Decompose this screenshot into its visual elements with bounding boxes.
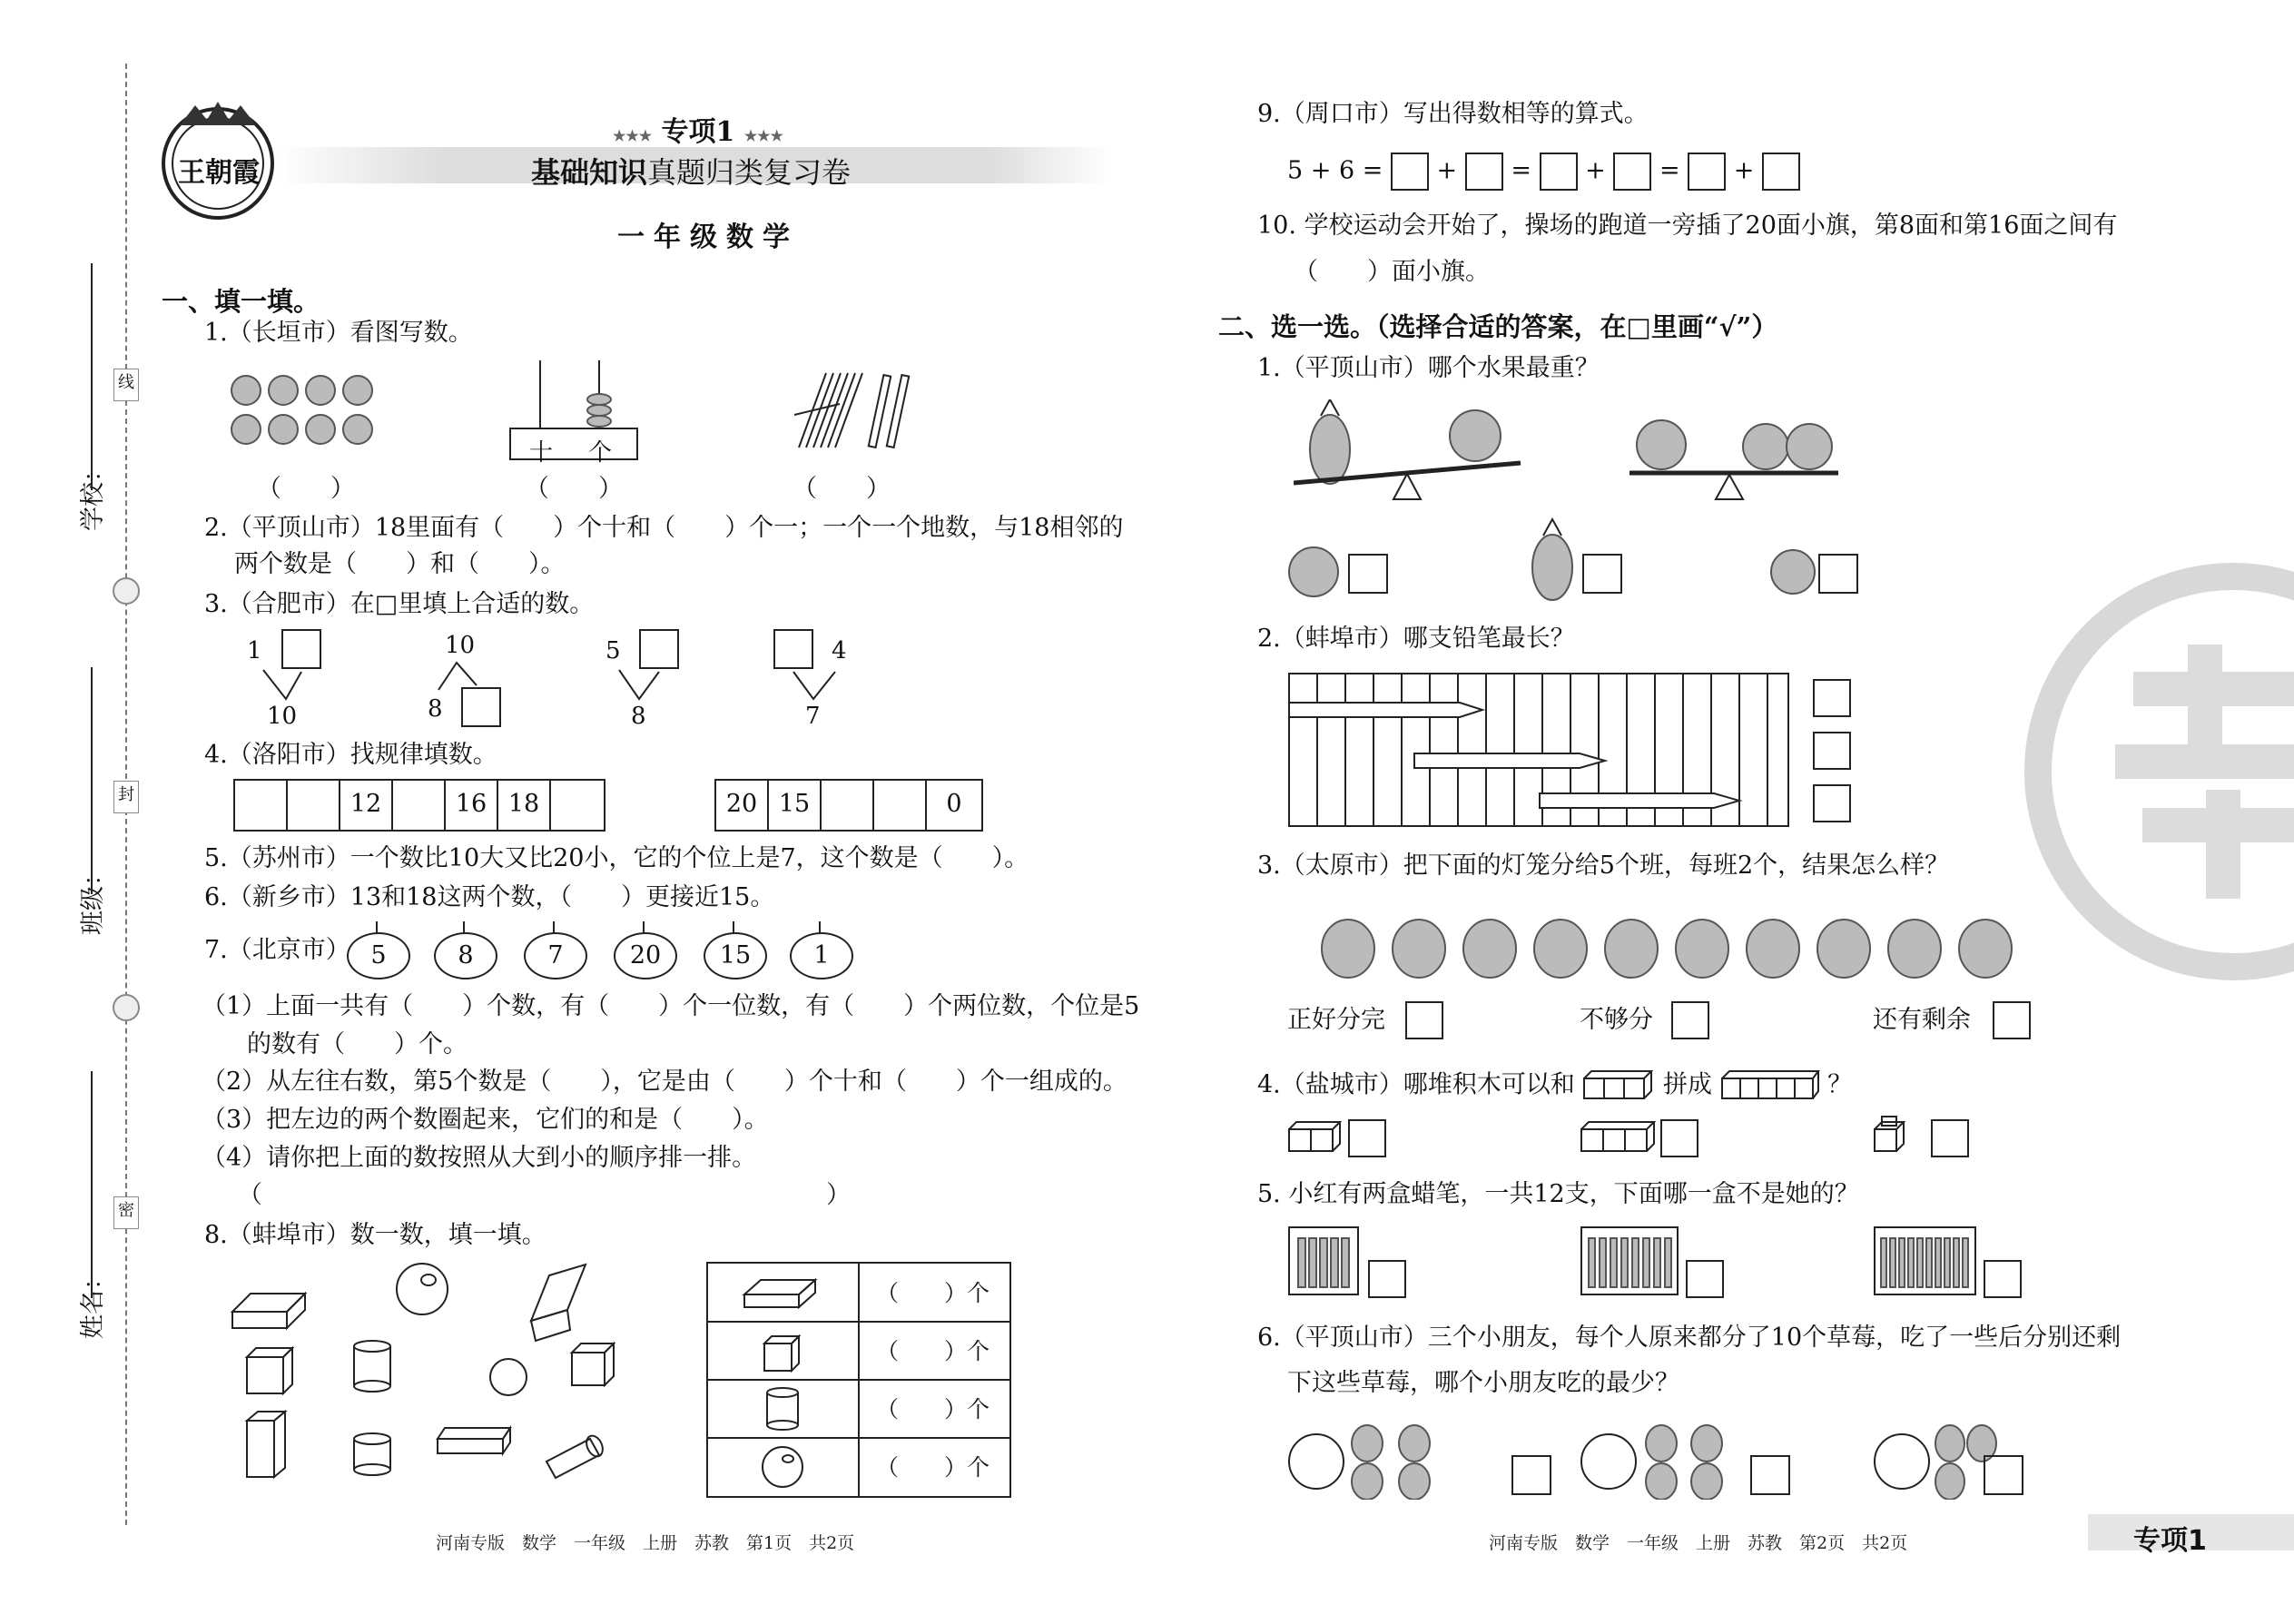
q1-answer-a[interactable]: （ ） (257, 475, 355, 503)
s3-lanterns-figure (1321, 899, 2029, 980)
choice-3: 3.（太原市）把下面的灯笼分给5个班，每班2个，结果怎么样？ (1257, 851, 1950, 880)
name-field[interactable] (91, 1071, 93, 1298)
s3-option-notenough-label: 不够分 (1580, 1006, 1653, 1034)
s3-option-exact-box[interactable] (1405, 1001, 1443, 1039)
question-9: 9.（周口市）写出得数相等的算式。 (1257, 100, 1649, 128)
q9-box[interactable] (1465, 153, 1503, 191)
question-7: 7.（北京市） (204, 936, 350, 964)
logo-text: 王朝霞 (178, 157, 260, 189)
q8-answer-cube[interactable]: （ ）个 (876, 1338, 990, 1364)
choice-4: 4.（盐城市）哪堆积木可以和 拼成 ？ (1257, 1069, 1852, 1102)
footer-right: 河南专版 数学 一年级 上册 苏教 第2页 共2页 (1489, 1533, 1908, 1553)
q4-sequence-2: 20 15 0 (714, 779, 985, 832)
s4-option-c-box[interactable] (1931, 1119, 1969, 1157)
choice-2: 2.（蚌埠市）哪支铅笔最长？ (1257, 625, 1575, 653)
s1-option-apple-box[interactable] (1348, 554, 1388, 594)
s4-option-b-blocks (1580, 1118, 1656, 1155)
apple-number: 5 (347, 932, 410, 979)
section-fill-in-title: 一、填一填。 (162, 286, 320, 317)
q8-answer-cuboid[interactable]: （ ）个 (876, 1280, 990, 1306)
s1-option-orange-box[interactable] (1818, 554, 1858, 594)
q3-tree-4: 4 7 (770, 626, 879, 735)
binding-hole-2 (113, 994, 140, 1021)
s4-option-c-blocks (1873, 1115, 1913, 1155)
class-field[interactable] (91, 667, 93, 894)
footer-tag-label: 专项1 (2133, 1525, 2207, 1557)
q8-count-table (706, 1262, 1011, 1498)
school-label: 学校： (79, 458, 107, 531)
q3-tree-2: 10 8 (413, 626, 522, 735)
question-5: 5.（苏州市）一个数比10大又比20小，它的个位上是7，这个数是（ ）。 (204, 844, 1029, 872)
secret-seal-watermark (2024, 563, 2294, 980)
page-subtitle: 一年级数学 (617, 221, 799, 253)
s5-box-3-check[interactable] (1984, 1260, 2022, 1298)
s5-crayon-box-1 (1287, 1225, 1360, 1298)
s2-pencil-1-box[interactable] (1813, 679, 1851, 717)
s5-box-1-check[interactable] (1368, 1260, 1406, 1298)
question-8: 8.（蚌埠市）数一数，填一填。 (204, 1221, 546, 1249)
q7-part3: （3）把左边的两个数圈起来，它们的和是（ ）。 (202, 1106, 769, 1134)
blocks-three-icon (1582, 1069, 1655, 1102)
s5-crayon-box-2 (1580, 1225, 1679, 1298)
question-10-line1: 10. 学校运动会开始了，操场的跑道一旁插了20面小旗，第8面和第16面之间有 (1257, 212, 2118, 240)
footer-left: 河南专版 数学 一年级 上册 苏教 第1页 共2页 (436, 1533, 855, 1553)
s3-option-notenough-box[interactable] (1671, 1001, 1709, 1039)
s1-option-pineapple-box[interactable] (1582, 554, 1622, 594)
s2-pencils-figure (1287, 672, 1796, 831)
s6-child-1-box[interactable] (1511, 1455, 1551, 1495)
s3-option-leftover-label: 还有剩余 (1873, 1006, 1971, 1034)
abacus-tens-label: 十 (529, 439, 554, 467)
q9-expression: 5 + 6 = + = + = + (1287, 153, 1800, 191)
binding-mark-secret: 密 (113, 1196, 139, 1229)
q7-part4-answer[interactable]: （ ） (238, 1181, 851, 1209)
s6-child-3-box[interactable] (1984, 1455, 2023, 1495)
choice-5: 5. 小红有两盒蜡笔，一共12支，下面哪一盒不是她的？ (1257, 1180, 1859, 1208)
q8-shapes-figure (227, 1257, 645, 1502)
question-2-line2: 两个数是（ ）和（ ）。 (234, 550, 566, 578)
apple-number: 1 (790, 932, 853, 979)
q7-part1-line1: （1）上面一共有（ ）个数，有（ ）个一位数，有（ ）个两位数，个位是5 (202, 992, 1140, 1020)
page-title: 基础知识真题归类复习卷 (531, 155, 852, 190)
apple-number: 8 (434, 932, 497, 979)
question-4: 4.（洛阳市）找规律填数。 (204, 741, 497, 769)
class-label: 班级： (79, 861, 107, 935)
q3-tree-1: 1 10 (245, 626, 354, 735)
q1-answer-b[interactable]: （ ） (525, 475, 623, 503)
q9-box[interactable] (1688, 153, 1726, 191)
s6-child-1-figure (1287, 1416, 1460, 1500)
series-label: ★★★ 专项1 ★★★ (613, 116, 783, 148)
q3-tree-3: 5 8 (599, 626, 708, 735)
q1-sticks-figure (790, 368, 935, 454)
q9-box[interactable] (1391, 153, 1429, 191)
s1-balance-figure (1294, 399, 1856, 508)
question-1: 1.（长垣市）看图写数。 (204, 319, 473, 347)
q7-part1-line2: 的数有（ ）个。 (247, 1030, 468, 1058)
question-2-line1: 2.（平顶山市）18里面有（ ）个十和（ ）个一；一个一个地数，与18相邻的 (204, 514, 1124, 542)
s5-box-2-check[interactable] (1686, 1260, 1724, 1298)
choice-6-line1: 6.（平顶山市）三个小朋友，每个人原来都分了10个草莓，吃了一些后分别还剩 (1257, 1324, 2122, 1352)
q9-box[interactable] (1762, 153, 1800, 191)
s3-option-leftover-box[interactable] (1993, 1001, 2031, 1039)
choice-1: 1.（平顶山市）哪个水果最重？ (1257, 354, 1600, 382)
school-field[interactable] (91, 263, 93, 490)
q1-abacus-figure (508, 356, 640, 465)
q9-box[interactable] (1540, 153, 1578, 191)
s4-option-b-box[interactable] (1660, 1119, 1698, 1157)
q7-part2: （2）从左往右数，第5个数是（ ），它是由（ ）个十和（ ）个一组成的。 (202, 1068, 1127, 1096)
section-choose-title: 二、选一选。（选择合适的答案，在□里画“√”） (1218, 311, 1778, 342)
question-6: 6.（新乡市）13和18这两个数，（ ）更接近15。 (204, 883, 775, 911)
q7-part4: （4）请你把上面的数按照从大到小的顺序排一排。 (202, 1144, 757, 1172)
q8-answer-cylinder[interactable]: （ ）个 (876, 1396, 990, 1422)
apple-number: 7 (524, 932, 587, 979)
question-10-line2: （ ）面小旗。 (1294, 258, 1490, 286)
name-label: 姓名： (79, 1265, 107, 1339)
q1-answer-c[interactable]: （ ） (793, 475, 891, 503)
s5-crayon-box-3 (1873, 1225, 1977, 1298)
abacus-ones-label: 个 (588, 439, 613, 467)
s6-child-2-figure (1580, 1416, 1752, 1500)
s4-option-a-blocks (1287, 1118, 1342, 1155)
binding-hole-1 (113, 577, 140, 605)
q4-sequence-1: 12 16 18 (233, 779, 607, 832)
q8-answer-sphere[interactable]: （ ）个 (876, 1454, 990, 1481)
s2-pencil-2-box[interactable] (1813, 732, 1851, 770)
apple-number: 15 (704, 932, 767, 979)
choice-6-line2: 下这些草莓，哪个小朋友吃的最少？ (1287, 1369, 1679, 1397)
s2-pencil-3-box[interactable] (1813, 784, 1851, 822)
q1-counters-figure (229, 372, 383, 449)
binding-mark-seal: 封 (113, 781, 139, 813)
s4-option-a-box[interactable] (1348, 1119, 1386, 1157)
q9-box[interactable] (1613, 153, 1651, 191)
question-3: 3.（合肥市）在□里填上合适的数。 (204, 590, 595, 618)
s3-option-exact-label: 正好分完 (1287, 1006, 1385, 1034)
binding-mark-line: 线 (113, 369, 139, 401)
blocks-five-icon (1720, 1069, 1820, 1102)
s6-child-2-box[interactable] (1750, 1455, 1790, 1495)
apple-number: 20 (614, 932, 677, 979)
